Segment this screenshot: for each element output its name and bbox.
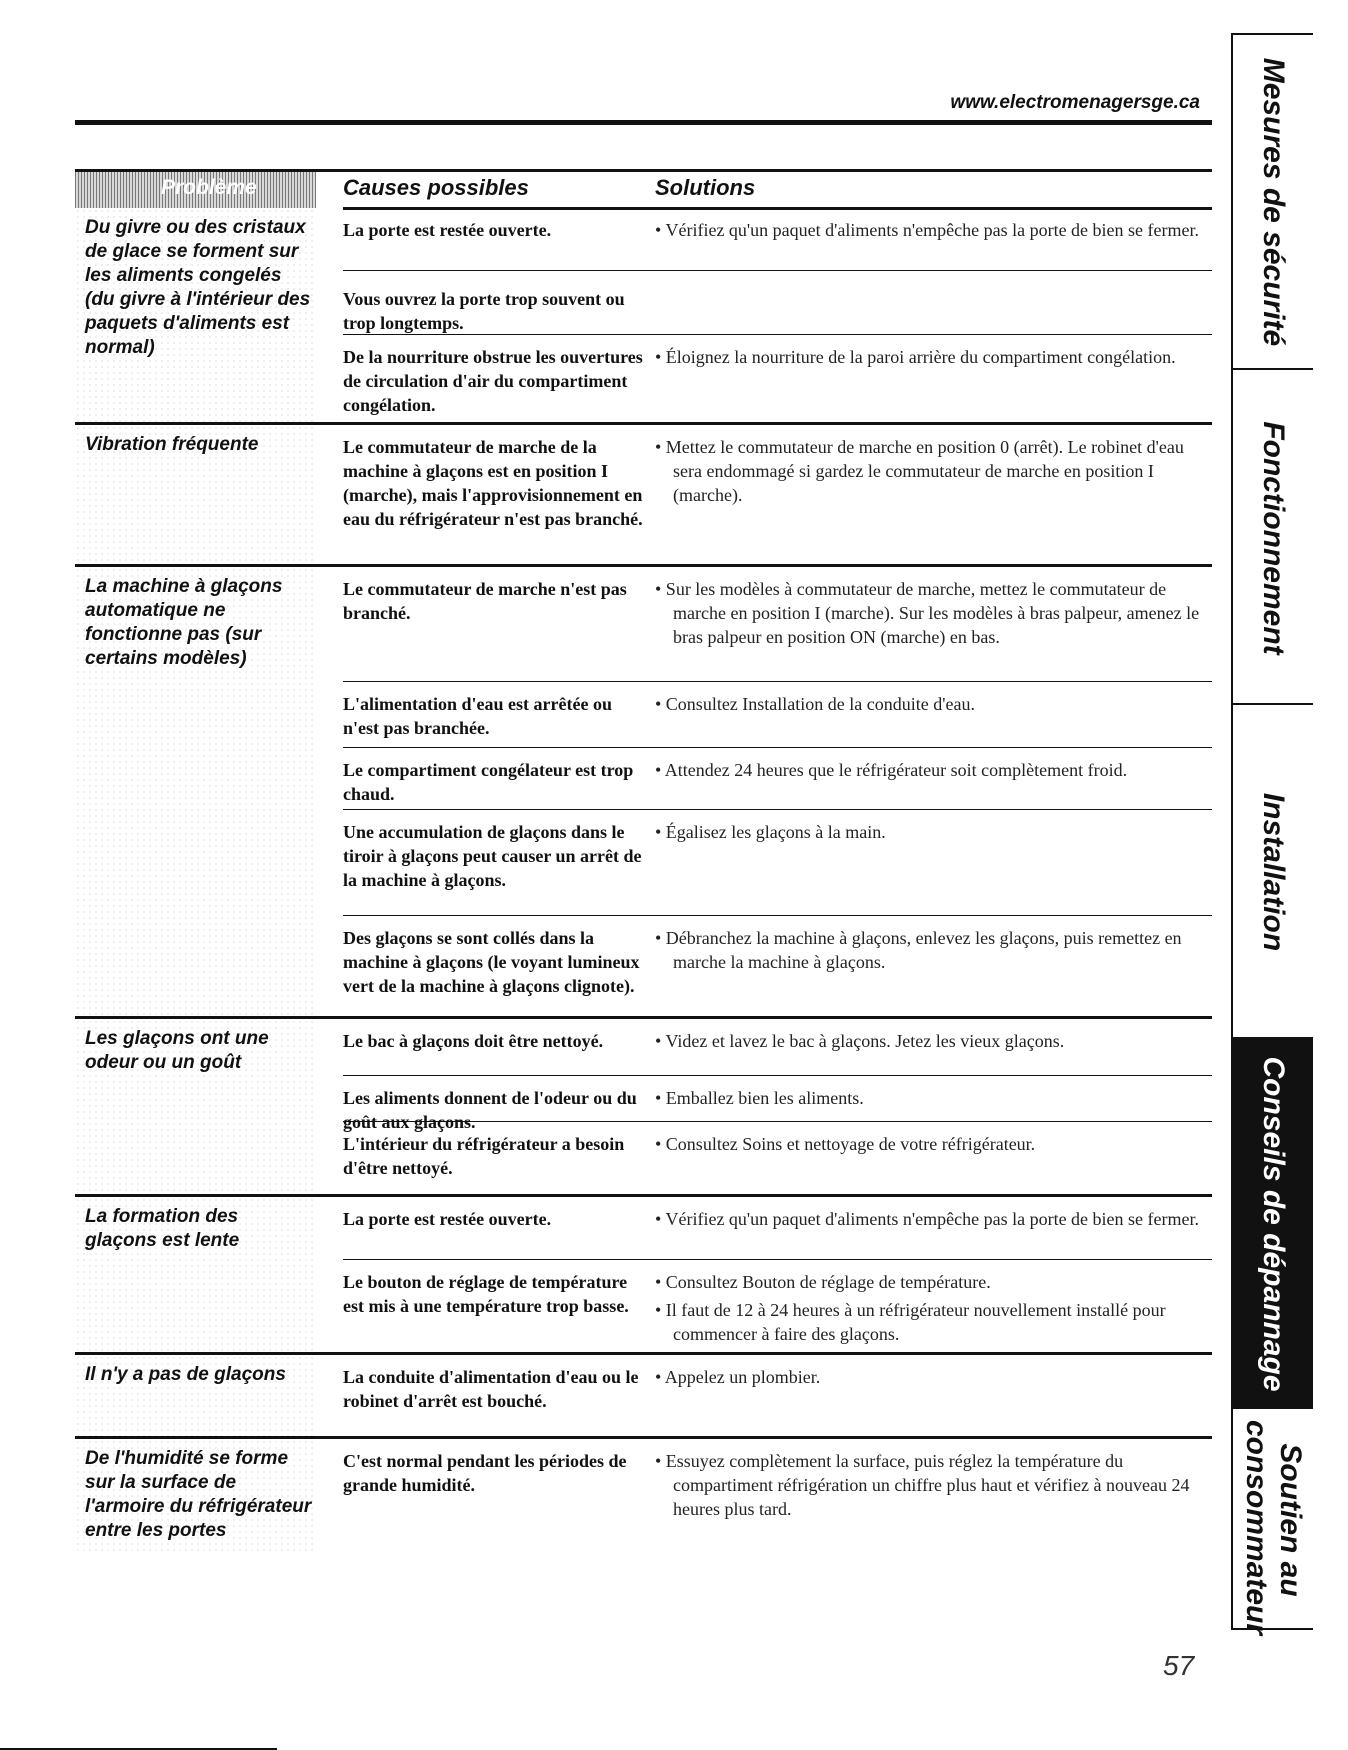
solution-text: [655, 1029, 1212, 1053]
solution-item: • Consultez Installation de la conduite d'eau.: [655, 694, 975, 714]
solution-item: • Mettez le commutateur de marche en position 0 (arrêt). Le robinet d'eau sera endommagé si gardez le commutateur de marche en position I (marche).: [655, 437, 1184, 505]
tab-mesures-de-securite[interactable]: [1233, 35, 1313, 368]
trouble-section-slow-ice: [75, 1194, 1212, 1355]
solution-text: [655, 218, 1212, 242]
problem-label: De l'humidité se forme sur la surface de l'armoire du réfrigérateur entre les portes: [85, 1448, 312, 1541]
problem-label: Les glaçons ont une odeur ou un goût: [85, 1028, 269, 1073]
cause-text: Des glaçons se sont collés dans la machine à glaçons (le voyant lumineux vert de la machine à glaçons clignote).: [343, 928, 640, 996]
solution-text: [655, 1086, 1212, 1110]
solution-item: • Appelez un plombier.: [655, 1367, 821, 1387]
table-row: [343, 1259, 1212, 1356]
cause-text: L'intérieur du réfrigérateur a besoin d'être nettoyé.: [343, 1134, 625, 1178]
cause-text: C'est normal pendant les périodes de grande humidité.: [343, 1451, 627, 1495]
problem-label: Il n'y a pas de glaçons: [85, 1364, 286, 1385]
tab-label: Installation: [1257, 792, 1290, 952]
solution-item: • Sur les modèles à commutateur de marche, mettez le commutateur de marche en position I (marche). Sur les modèles à bras palpeur, amenez le bras palpeur en position ON (marche) en bas.: [655, 579, 1200, 647]
tab-installation[interactable]: [1233, 703, 1313, 1039]
solution-text: [655, 758, 1212, 782]
cause-text: La porte est restée ouverte.: [343, 1209, 552, 1229]
problem-cell: [75, 1355, 316, 1439]
tab-conseils-de-depannage[interactable]: [1233, 1037, 1313, 1409]
table-row: [343, 1121, 1212, 1198]
table-row: [343, 681, 1212, 748]
cause-text: La porte est restée ouverte.: [343, 220, 552, 240]
section-sidebar: [1231, 33, 1313, 1635]
solution-text: [655, 345, 1212, 369]
table-row: [343, 915, 1212, 1020]
cause-text: Le bouton de réglage de température est mis à une température trop basse.: [343, 1272, 629, 1316]
problem-label: Vibration fréquente: [85, 434, 259, 455]
table-row: [343, 1355, 1212, 1439]
column-header-problem: [75, 170, 316, 208]
top-rule: [75, 120, 1212, 125]
table-row: [343, 1075, 1212, 1132]
table-row: [343, 270, 1212, 335]
problem-cell: [75, 567, 316, 1019]
tab-label: Mesures de sécurité: [1257, 57, 1290, 346]
solution-item: • Égalisez les glaçons à la main.: [655, 822, 886, 842]
table-row: [343, 747, 1212, 810]
tab-soutien-au-consommateur[interactable]: [1233, 1407, 1313, 1635]
tab-label: Fonctionnement: [1257, 420, 1290, 655]
column-header-causes: Causes possibles: [343, 175, 529, 200]
solution-text: [655, 820, 1212, 844]
tab-label: Soutien au consommateur: [1240, 1419, 1307, 1635]
cause-text: De la nourriture obstrue les ouvertures de circulation d'air du compartiment congélation.: [343, 347, 643, 415]
solution-text: [655, 577, 1212, 649]
solution-text: [655, 1449, 1212, 1521]
column-header-problem-label: Problème: [161, 176, 257, 199]
cause-text: Le commutateur de marche n'est pas branché.: [343, 579, 627, 623]
solution-text: [655, 435, 1212, 507]
problem-cell: [75, 1019, 316, 1197]
solution-text: [655, 926, 1212, 974]
table-row: [343, 1439, 1212, 1551]
problem-label: Du givre ou des cristaux de glace se forment sur les aliments congelés (du givre à l'intérieur des paquets d'aliments est normal): [85, 217, 311, 358]
problem-cell: [75, 1197, 316, 1355]
table-row: [343, 208, 1212, 268]
solution-item: • Consultez Soins et nettoyage de votre réfrigérateur.: [655, 1134, 1036, 1154]
table-row: [343, 334, 1212, 423]
cause-text: L'alimentation d'eau est arrêtée ou n'est pas branchée.: [343, 694, 612, 738]
cause-text: Le compartiment congélateur est trop chaud.: [343, 760, 634, 804]
solution-text: [655, 692, 1212, 716]
cause-text: Vous ouvrez la porte trop souvent ou trop longtemps.: [343, 289, 625, 333]
site-url: www.electromenagersge.ca: [950, 92, 1200, 113]
trouble-section-frost: [75, 208, 1212, 422]
solution-item: • Vérifiez qu'un paquet d'aliments n'empêche pas la porte de bien se fermer.: [655, 1209, 1199, 1229]
problem-label: La machine à glaçons automatique ne fonctionne pas (sur certains modèles): [85, 576, 283, 669]
solution-text: [655, 1365, 1212, 1389]
solution-item: • Éloignez la nourriture de la paroi arrière du compartiment congélation.: [655, 347, 1176, 367]
solution-item: • Attendez 24 heures que le réfrigérateur soit complètement froid.: [655, 760, 1128, 780]
solution-item: • Vérifiez qu'un paquet d'aliments n'empêche pas la porte de bien se fermer.: [655, 220, 1199, 240]
cause-text: Une accumulation de glaçons dans le tiroir à glaçons peut causer un arrêt de la machine à glaçons.: [343, 822, 642, 890]
trouble-section-icemaker: [75, 564, 1212, 1019]
solution-item: • Débranchez la machine à glaçons, enlevez les glaçons, puis remettez en marche la machine à glaçons.: [655, 928, 1182, 972]
tab-fonctionnement[interactable]: [1233, 368, 1313, 705]
cause-text: Les aliments donnent de l'odeur ou du goût aux glaçons.: [343, 1088, 637, 1132]
solution-text: [655, 1207, 1212, 1231]
problem-cell: [75, 208, 316, 422]
trouble-section-odour: [75, 1016, 1212, 1197]
table-row: [343, 425, 1212, 565]
tab-label: Conseils de dépannage: [1257, 1056, 1290, 1392]
cause-text: Le commutateur de marche de la machine à glaçons est en position I (marche), mais l'approvisionnement en eau du réfrigérateur n'est pas branché.: [343, 437, 643, 529]
cause-text: La conduite d'alimentation d'eau ou le robinet d'arrêt est bouché.: [343, 1367, 639, 1411]
solution-item: • Essuyez complètement la surface, puis réglez la température du compartiment réfrigération un chiffre plus haut et vérifiez à nouveau 24 heures plus tard.: [655, 1451, 1190, 1519]
solution-item: • Videz et lavez le bac à glaçons. Jetez les vieux glaçons.: [655, 1031, 1065, 1051]
solution-item: • Consultez Bouton de réglage de température.: [655, 1272, 991, 1292]
table-row: [343, 1197, 1212, 1257]
problem-cell: [75, 1439, 316, 1551]
header-rule: [75, 169, 1212, 172]
page-number: 57: [1163, 1650, 1195, 1681]
table-row: [343, 567, 1212, 681]
column-header-solutions: Solutions: [655, 175, 756, 200]
table-row: [343, 1019, 1212, 1075]
solution-text: [655, 1270, 1212, 1346]
trouble-section-no-ice: [75, 1352, 1212, 1439]
solution-item: • Emballez bien les aliments.: [655, 1088, 864, 1108]
cause-text: Le bac à glaçons doit être nettoyé.: [343, 1031, 604, 1051]
problem-label: La formation des glaçons est lente: [85, 1206, 240, 1251]
problem-cell: [75, 425, 316, 565]
solution-text: [655, 1132, 1212, 1156]
table-row: [343, 809, 1212, 916]
trouble-section-vibration: [75, 422, 1212, 565]
solution-item: • Il faut de 12 à 24 heures à un réfrigérateur nouvellement installé pour commencer à faire des glaçons.: [655, 1300, 1166, 1344]
trouble-section-moisture: [75, 1436, 1212, 1551]
